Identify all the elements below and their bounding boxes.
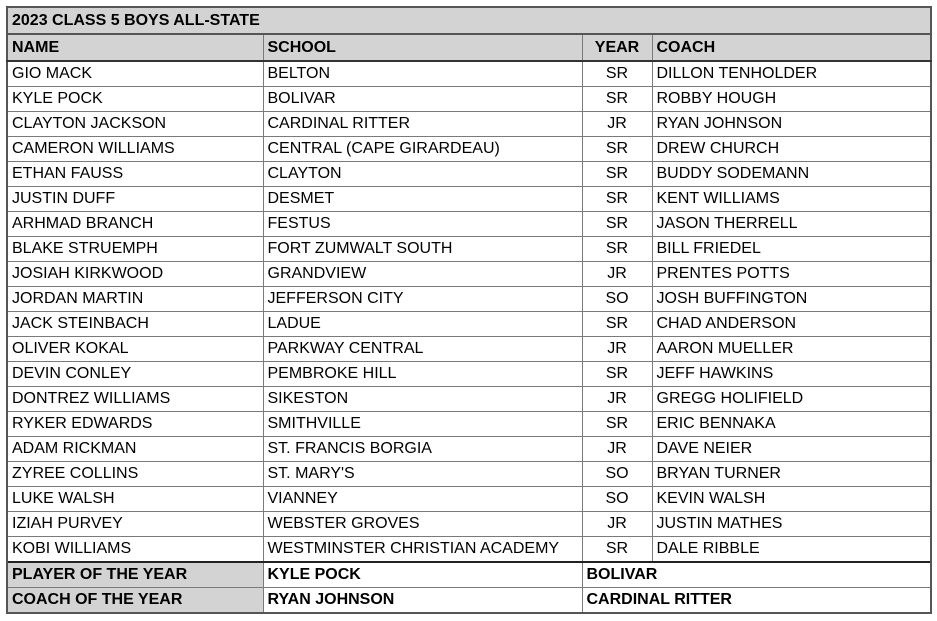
cell-year: SR: [582, 412, 652, 437]
award-label: COACH OF THE YEAR: [7, 588, 263, 614]
header-year: YEAR: [582, 34, 652, 61]
cell-name: JACK STEINBACH: [7, 312, 263, 337]
table-row: [7, 387, 931, 412]
cell-coach: JEFF HAWKINS: [652, 362, 931, 387]
cell-year: JR: [582, 112, 652, 137]
cell-name: IZIAH PURVEY: [7, 512, 263, 537]
cell-name: JORDAN MARTIN: [7, 287, 263, 312]
table-row: [7, 487, 931, 512]
cell-school: DESMET: [263, 187, 582, 212]
cell-school: JEFFERSON CITY: [263, 287, 582, 312]
cell-school: BELTON: [263, 61, 582, 87]
table-row: [7, 287, 931, 312]
cell-name: JUSTIN DUFF: [7, 187, 263, 212]
award-school: BOLIVAR: [582, 562, 931, 588]
cell-year: SO: [582, 462, 652, 487]
cell-name: JOSIAH KIRKWOOD: [7, 262, 263, 287]
cell-name: DONTREZ WILLIAMS: [7, 387, 263, 412]
cell-name: DEVIN CONLEY: [7, 362, 263, 387]
cell-year: SR: [582, 137, 652, 162]
cell-name: ARHMAD BRANCH: [7, 212, 263, 237]
cell-name: CLAYTON JACKSON: [7, 112, 263, 137]
table-row: [7, 87, 931, 112]
cell-coach: ERIC BENNAKA: [652, 412, 931, 437]
cell-year: JR: [582, 512, 652, 537]
award-label: PLAYER OF THE YEAR: [7, 562, 263, 588]
cell-coach: KEVIN WALSH: [652, 487, 931, 512]
table-row: [7, 512, 931, 537]
cell-year: SR: [582, 537, 652, 563]
award-name: KYLE POCK: [263, 562, 582, 588]
cell-coach: BILL FRIEDEL: [652, 237, 931, 262]
cell-coach: DILLON TENHOLDER: [652, 61, 931, 87]
cell-school: WEBSTER GROVES: [263, 512, 582, 537]
cell-name: KYLE POCK: [7, 87, 263, 112]
all-state-table: [6, 6, 932, 614]
cell-coach: BUDDY SODEMANN: [652, 162, 931, 187]
cell-year: JR: [582, 387, 652, 412]
table-body: [7, 7, 931, 613]
cell-school: PARKWAY CENTRAL: [263, 337, 582, 362]
table-row: [7, 312, 931, 337]
cell-school: WESTMINSTER CHRISTIAN ACADEMY: [263, 537, 582, 563]
cell-coach: DAVE NEIER: [652, 437, 931, 462]
cell-year: SR: [582, 61, 652, 87]
table-row: [7, 137, 931, 162]
cell-name: OLIVER KOKAL: [7, 337, 263, 362]
cell-year: JR: [582, 437, 652, 462]
table-row: [7, 262, 931, 287]
table-row: [7, 412, 931, 437]
cell-name: GIO MACK: [7, 61, 263, 87]
cell-year: SR: [582, 87, 652, 112]
cell-school: FESTUS: [263, 212, 582, 237]
cell-coach: GREGG HOLIFIELD: [652, 387, 931, 412]
cell-coach: JOSH BUFFINGTON: [652, 287, 931, 312]
cell-year: SR: [582, 362, 652, 387]
cell-school: SIKESTON: [263, 387, 582, 412]
cell-coach: KENT WILLIAMS: [652, 187, 931, 212]
table-title: 2023 CLASS 5 BOYS ALL-STATE: [7, 7, 931, 34]
header-school: SCHOOL: [263, 34, 582, 61]
cell-school: ST. MARY'S: [263, 462, 582, 487]
cell-name: ETHAN FAUSS: [7, 162, 263, 187]
cell-year: SR: [582, 237, 652, 262]
table-row: [7, 462, 931, 487]
table-row: [7, 237, 931, 262]
cell-name: KOBI WILLIAMS: [7, 537, 263, 563]
cell-name: RYKER EDWARDS: [7, 412, 263, 437]
award-row: [7, 588, 931, 614]
cell-coach: RYAN JOHNSON: [652, 112, 931, 137]
cell-coach: JUSTIN MATHES: [652, 512, 931, 537]
cell-school: PEMBROKE HILL: [263, 362, 582, 387]
cell-name: BLAKE STRUEMPH: [7, 237, 263, 262]
cell-coach: PRENTES POTTS: [652, 262, 931, 287]
cell-year: SR: [582, 187, 652, 212]
cell-school: SMITHVILLE: [263, 412, 582, 437]
cell-school: BOLIVAR: [263, 87, 582, 112]
title-row: [7, 7, 931, 34]
table-row: [7, 162, 931, 187]
table-row: [7, 537, 931, 563]
cell-coach: JASON THERRELL: [652, 212, 931, 237]
cell-coach: AARON MUELLER: [652, 337, 931, 362]
cell-school: LADUE: [263, 312, 582, 337]
cell-school: FORT ZUMWALT SOUTH: [263, 237, 582, 262]
cell-coach: BRYAN TURNER: [652, 462, 931, 487]
cell-year: JR: [582, 337, 652, 362]
cell-school: CLAYTON: [263, 162, 582, 187]
cell-name: CAMERON WILLIAMS: [7, 137, 263, 162]
cell-school: ST. FRANCIS BORGIA: [263, 437, 582, 462]
cell-school: VIANNEY: [263, 487, 582, 512]
table-row: [7, 362, 931, 387]
table-row: [7, 437, 931, 462]
header-name: NAME: [7, 34, 263, 61]
cell-year: JR: [582, 262, 652, 287]
cell-school: GRANDVIEW: [263, 262, 582, 287]
cell-year: SR: [582, 212, 652, 237]
cell-coach: DALE RIBBLE: [652, 537, 931, 563]
table-row: [7, 112, 931, 137]
award-name: RYAN JOHNSON: [263, 588, 582, 614]
award-row: [7, 562, 931, 588]
header-coach: COACH: [652, 34, 931, 61]
table-row: [7, 187, 931, 212]
cell-coach: ROBBY HOUGH: [652, 87, 931, 112]
cell-name: LUKE WALSH: [7, 487, 263, 512]
table-row: [7, 212, 931, 237]
cell-name: ADAM RICKMAN: [7, 437, 263, 462]
cell-year: SR: [582, 162, 652, 187]
cell-year: SO: [582, 487, 652, 512]
cell-school: CARDINAL RITTER: [263, 112, 582, 137]
table-row: [7, 61, 931, 87]
table-row: [7, 337, 931, 362]
cell-name: ZYREE COLLINS: [7, 462, 263, 487]
cell-year: SR: [582, 312, 652, 337]
award-school: CARDINAL RITTER: [582, 588, 931, 614]
header-row: [7, 34, 931, 61]
cell-coach: DREW CHURCH: [652, 137, 931, 162]
cell-year: SO: [582, 287, 652, 312]
cell-school: CENTRAL (CAPE GIRARDEAU): [263, 137, 582, 162]
cell-coach: CHAD ANDERSON: [652, 312, 931, 337]
